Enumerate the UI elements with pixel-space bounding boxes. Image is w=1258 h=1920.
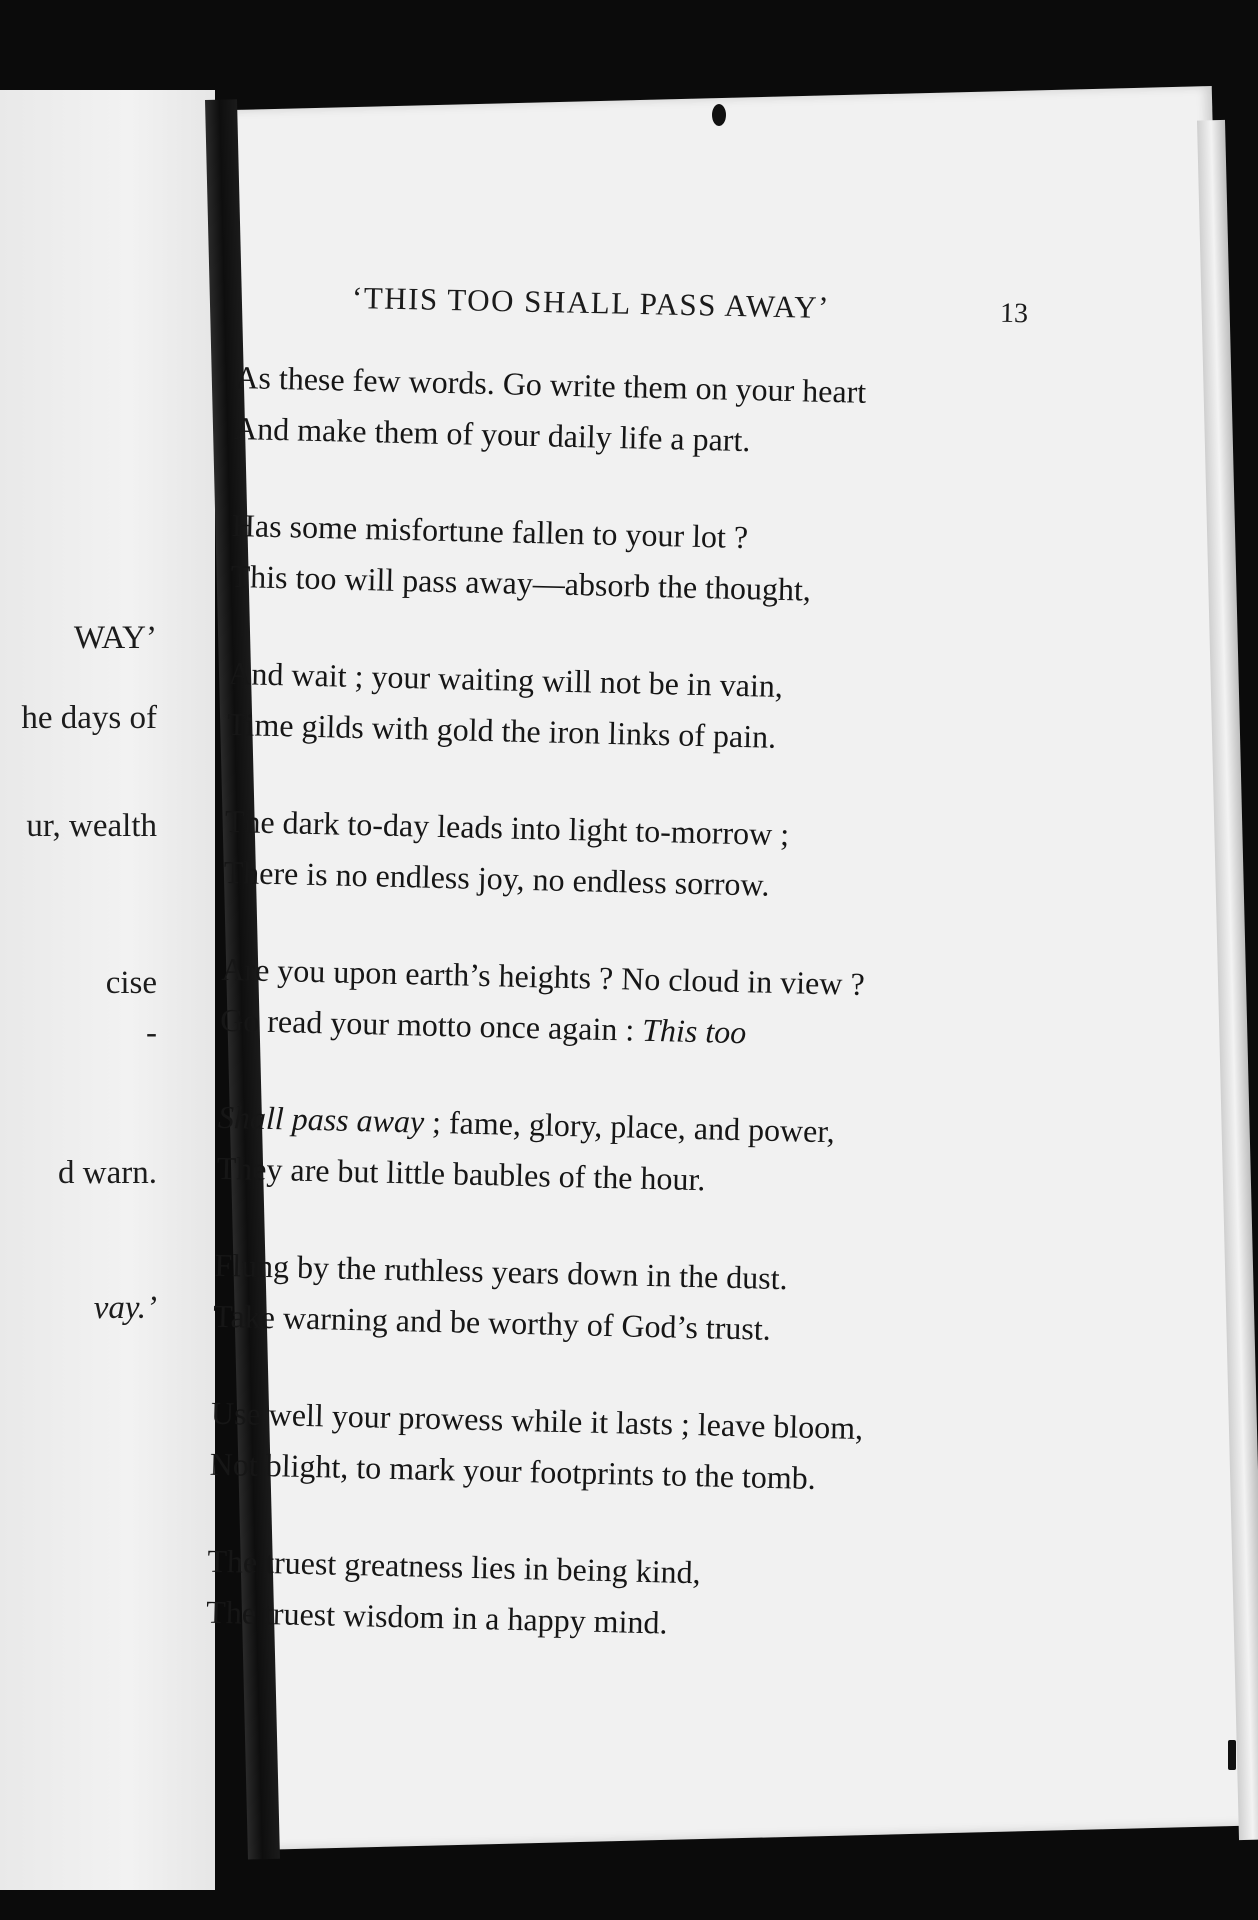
stanza: [209, 1388, 1031, 1509]
scan-blemish: [712, 104, 726, 126]
stanza: [230, 500, 1052, 621]
poem-line: Use well your prowess while it lasts ; leave bloom,: [210, 1394, 864, 1447]
left-page-fragment: vay.’: [93, 1290, 157, 1326]
poem-line: The dark to-day leads into light to-morrow ;: [224, 802, 790, 853]
scan-blemish: [1228, 1740, 1236, 1770]
poem: [205, 352, 1056, 1703]
stanza: [220, 944, 1042, 1065]
stanza: [223, 796, 1045, 917]
stanza: [216, 1092, 1038, 1213]
poem-line: Has some misfortune fallen to your lot ?: [231, 506, 749, 556]
poem-line: This too will pass away—absorb the thought,: [230, 557, 812, 608]
poem-line: Take warning and be worthy of God’s trust.: [212, 1297, 772, 1347]
page-number: 13: [999, 297, 1029, 330]
poem-line: As these few words. Go write them on your heart: [234, 358, 867, 410]
stanza: [213, 1240, 1035, 1361]
poem-line: Time gilds with gold the iron links of pain.: [226, 705, 777, 755]
poem-line: The truest greatness lies in being kind,: [207, 1542, 702, 1591]
left-page-fragment: d warn.: [58, 1155, 157, 1191]
poem-line: Go read your motto once again : This too: [219, 1001, 747, 1051]
poem-line: Flung by the ruthless years down in the dust.: [214, 1246, 789, 1297]
poem-line: Shall pass away ; fame, glory, place, and power,: [217, 1098, 836, 1150]
running-head: ‘THIS TOO SHALL PASS AWAY’: [351, 280, 831, 326]
stanza: [227, 648, 1049, 769]
poem-line: Not blight, to mark your footprints to the tomb.: [209, 1445, 817, 1496]
poem-line: And make them of your daily life a part.: [233, 409, 751, 459]
left-page-fragment: cise: [105, 965, 157, 1001]
left-page-fragment: -: [146, 1015, 157, 1051]
left-page-fragment: he days of: [21, 700, 157, 736]
poem-line: There is no endless joy, no endless sorrow.: [223, 853, 770, 903]
left-page-fragment: ur, wealth: [26, 808, 157, 844]
poem-line: They are but little baubles of the hour.: [216, 1149, 706, 1198]
poem-line: The truest wisdom in a happy mind.: [205, 1593, 668, 1641]
poem-line: Are you upon earth’s heights ? No cloud in view ?: [221, 950, 866, 1002]
left-page: [0, 90, 215, 1890]
stanza: [234, 352, 1056, 473]
poem-line: And wait ; your waiting will not be in vain,: [228, 654, 784, 704]
left-page-fragment: WAY’: [73, 620, 157, 656]
stanza: [206, 1536, 1028, 1657]
